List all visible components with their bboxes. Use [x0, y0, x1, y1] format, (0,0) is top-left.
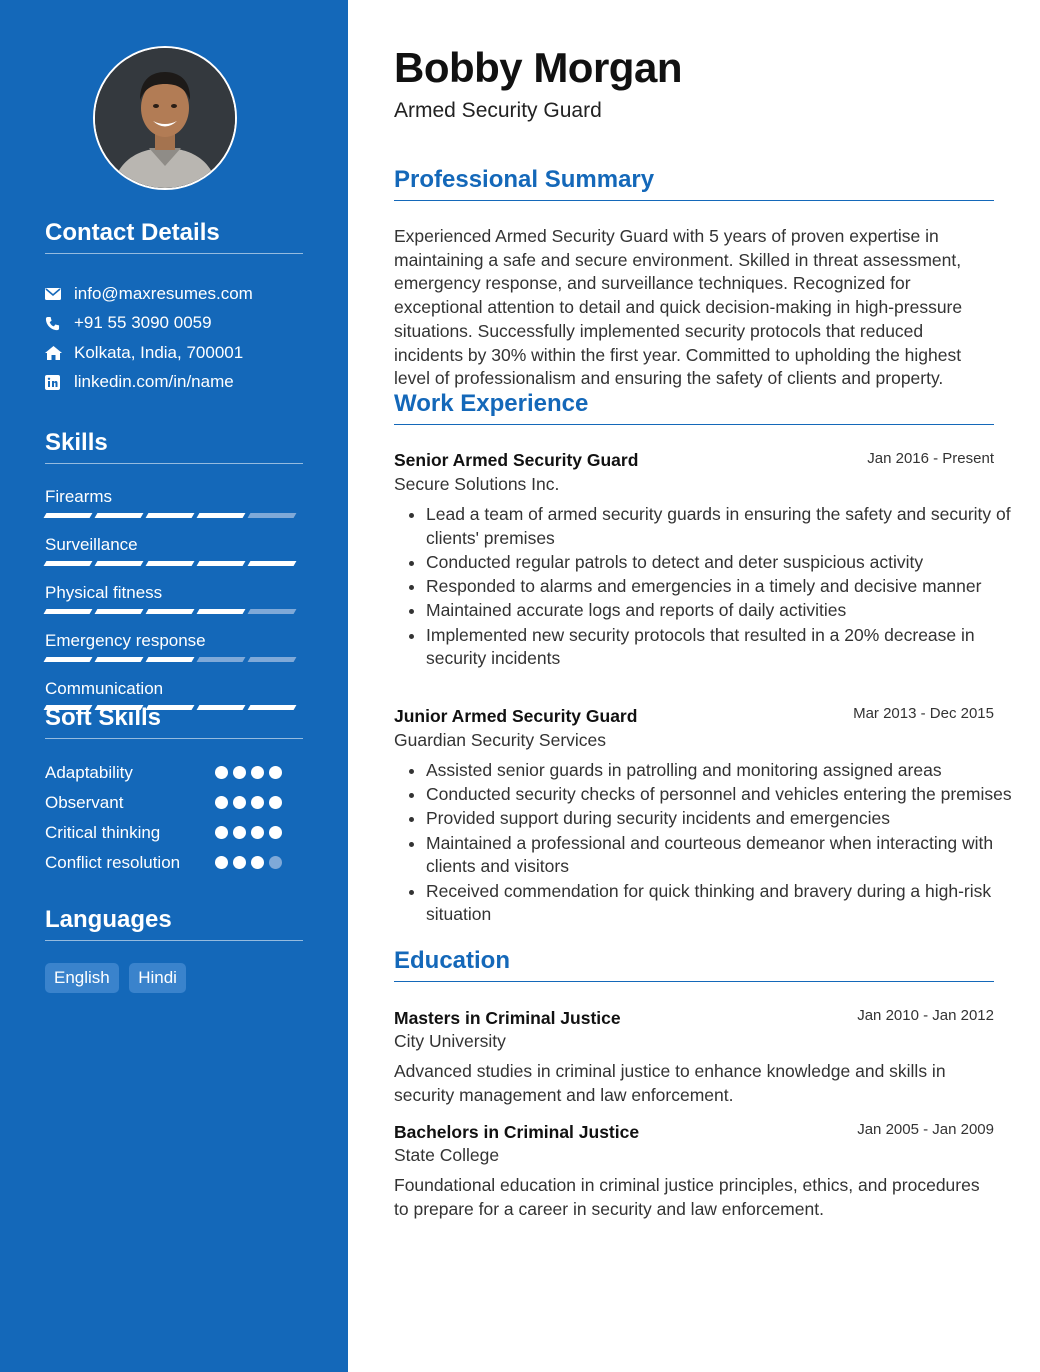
skill-level-segment: [44, 561, 93, 566]
soft-skill-rating: [215, 826, 282, 839]
soft-skill-row: [45, 791, 303, 814]
rating-dot: [233, 856, 246, 869]
list-item: • Responded to alarms and emergencies in a timely and decisive manner: [426, 575, 1026, 599]
degree-school: State College: [394, 1145, 500, 1165]
skill-level-segment: [95, 561, 144, 566]
list-item: • Assisted senior guards in patrolling and monitoring assigned areas: [426, 759, 1026, 783]
job-dates: Jan 2016 - Present: [867, 450, 994, 467]
linkedin-icon: [45, 375, 74, 390]
list-item: • Received commendation for quick thinking and bravery during a high-risk situation: [426, 880, 1026, 927]
skill-level-segment: [248, 609, 297, 614]
contact-section: [45, 219, 303, 397]
skill-level-segment: [95, 513, 144, 518]
rating-dot: [251, 856, 264, 869]
skill-level-segment: [197, 609, 246, 614]
person-title: Armed Security Guard: [394, 99, 602, 122]
soft-skills-heading: Soft Skills: [45, 704, 303, 739]
skill-level-bar: [45, 561, 303, 567]
skill-name: Emergency response: [45, 631, 206, 650]
rating-dot: [215, 796, 228, 809]
degree-dates: Jan 2005 - Jan 2009: [857, 1121, 994, 1138]
soft-skills-section: [45, 704, 303, 881]
job-company: Guardian Security Services: [394, 730, 607, 750]
skill-level-bar: [45, 513, 303, 519]
list-item: • Lead a team of armed security guards in ensuring the safety and security of clients' premises: [426, 503, 1026, 550]
rating-dot: [215, 766, 228, 779]
job-dates: Mar 2013 - Dec 2015: [853, 705, 994, 722]
degree-school: City University: [394, 1031, 506, 1051]
avatar: [93, 46, 237, 190]
soft-skill-rating: [215, 766, 282, 779]
list-item: • Maintained accurate logs and reports of daily activities: [426, 599, 1026, 623]
person-name: Bobby Morgan: [394, 44, 682, 91]
job-company: Secure Solutions Inc.: [394, 474, 560, 494]
list-item: • Provided support during security incidents and emergencies: [426, 807, 1026, 831]
summary-text: Experienced Armed Security Guard with 5 years of proven expertise in maintaining a safe and secure environment. Skilled in threat assessment, emergency response, and surveillance techniques. Recognized for exceptional attention to detail and quick decision-making in high-pressure situations. Successfully implemented security protocols that reduced incidents by 30% within the first year. Committed to upholding the highest level of professionalism and ensuring the safety of clients and property.: [394, 226, 963, 389]
rating-dot: [233, 826, 246, 839]
rating-dot: [269, 766, 282, 779]
education-heading: Education: [394, 947, 994, 982]
skill-name: Firearms: [45, 487, 113, 506]
skill-level-segment: [197, 561, 246, 566]
skill-level-segment: [44, 609, 93, 614]
skill-level-bar: [45, 609, 303, 615]
rating-dot: [269, 856, 282, 869]
skill-level-segment: [95, 657, 144, 662]
soft-skill-rating: [215, 856, 282, 869]
skills-heading: Skills: [45, 429, 303, 464]
skill-level-bar: [45, 657, 303, 663]
skill-level-segment: [248, 657, 297, 662]
degree-description: Foundational education in criminal justice principles, ethics, and procedures to prepare for a career in security and law enforcement.: [394, 1175, 980, 1219]
rating-dot: [215, 826, 228, 839]
sidebar: [0, 0, 348, 1372]
rating-dot: [233, 796, 246, 809]
job-title: Senior Armed Security Guard: [394, 450, 639, 470]
languages-heading: Languages: [45, 906, 303, 941]
soft-skill-row: [45, 761, 303, 784]
contact-linkedin-text: linkedin.com/in/name: [74, 372, 234, 392]
rating-dot: [215, 856, 228, 869]
skill-level-segment: [197, 513, 246, 518]
skill-level-segment: [146, 561, 195, 566]
contact-phone-text: +91 55 3090 0059: [74, 313, 212, 333]
skill-level-segment: [44, 657, 93, 662]
skill-level-segment: [146, 657, 195, 662]
rating-dot: [251, 826, 264, 839]
degree-title: Masters in Criminal Justice: [394, 1008, 621, 1028]
list-item: • Conducted regular patrols to detect and deter suspicious activity: [426, 551, 1026, 575]
soft-skill-row: [45, 851, 303, 874]
language-tag: English: [45, 963, 119, 993]
soft-skill-name: Adaptability: [45, 763, 133, 782]
degree-title: Bachelors in Criminal Justice: [394, 1122, 640, 1142]
home-icon: [45, 346, 74, 360]
job-title: Junior Armed Security Guard: [394, 706, 638, 726]
rating-dot: [233, 766, 246, 779]
contact-phone[interactable]: [45, 309, 303, 339]
contact-email[interactable]: [45, 279, 303, 309]
soft-skill-rating: [215, 796, 282, 809]
rating-dot: [269, 826, 282, 839]
list-item: • Maintained a professional and courteous demeanor when interacting with clients and visitors: [426, 832, 1026, 879]
contact-email-text: info@maxresumes.com: [74, 283, 253, 303]
rating-dot: [251, 766, 264, 779]
rating-dot: [251, 796, 264, 809]
language-tag: Hindi: [129, 963, 186, 993]
phone-icon: [45, 316, 74, 331]
skill-name: Surveillance: [45, 535, 138, 554]
skill-level-segment: [44, 513, 93, 518]
skill-level-segment: [197, 657, 246, 662]
soft-skill-name: Conflict resolution: [45, 853, 181, 872]
contact-address: [45, 338, 303, 368]
degree-dates: Jan 2010 - Jan 2012: [857, 1007, 994, 1024]
skills-section: [45, 429, 303, 726]
degree-description: Advanced studies in criminal justice to enhance knowledge and skills in security management and law enforcement.: [394, 1061, 946, 1105]
list-item: • Implemented new security protocols that resulted in a 20% decrease in security incidents: [426, 624, 1026, 671]
job-bullets: [394, 503, 1026, 671]
skill-level-segment: [146, 609, 195, 614]
skill-name: Physical fitness: [45, 583, 163, 602]
profile-photo-icon: [95, 48, 235, 188]
rating-dot: [269, 796, 282, 809]
skill-level-segment: [248, 561, 297, 566]
soft-skill-name: Critical thinking: [45, 823, 161, 842]
languages-section: [45, 906, 303, 993]
skill-level-segment: [146, 513, 195, 518]
skill-name: Communication: [45, 679, 164, 698]
list-item: • Conducted security checks of personnel and vehicles entering the premises: [426, 783, 1026, 807]
soft-skill-name: Observant: [45, 793, 124, 812]
contact-linkedin[interactable]: [45, 368, 303, 398]
skill-level-segment: [248, 513, 297, 518]
job-bullets: [394, 759, 1026, 927]
experience-heading: Work Experience: [394, 390, 994, 425]
skill-level-segment: [95, 609, 144, 614]
envelope-icon: [45, 288, 74, 300]
contact-heading: Contact Details: [45, 219, 303, 254]
soft-skill-row: [45, 821, 303, 844]
summary-heading: Professional Summary: [394, 166, 994, 201]
contact-address-text: Kolkata, India, 700001: [74, 342, 244, 362]
